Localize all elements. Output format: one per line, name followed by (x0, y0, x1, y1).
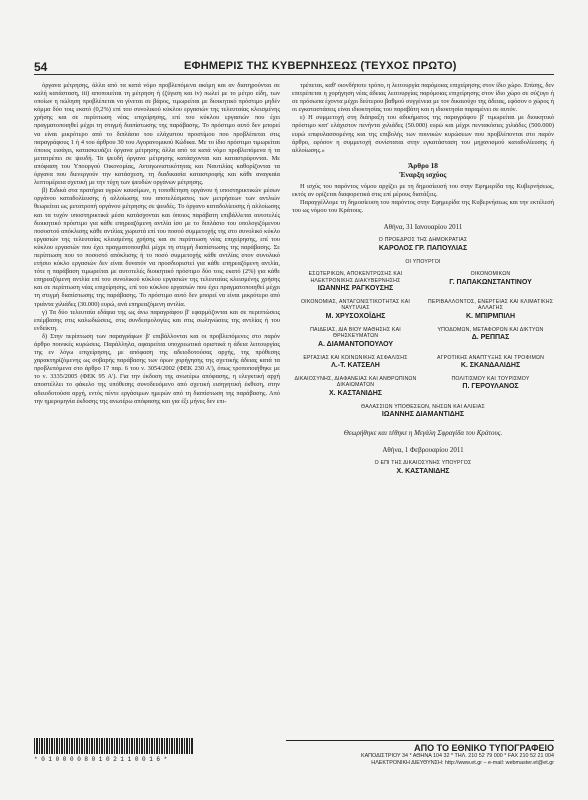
minister-role: ΟΙΚΟΝΟΜΙΑΣ, ΑΝΤΑΓΩΝΙΣΤΙΚΟΤΗΤΑΣ ΚΑΙ ΝΑΥΤΙΛΙΑΣ (300, 298, 411, 312)
minister-role: ΑΓΡΟΤΙΚΗΣ ΑΝΑΠΤΥΞΗΣ ΚΑΙ ΤΡΟΦΙΜΩΝ (436, 354, 545, 361)
printer-address: ΚΑΠΟΔΙΣΤΡΙΟΥ 34 * ΑΘΗΝΑ 104 32 * ΤΗΛ. 210 52 79 000 * FAX 210 52 21 004 (360, 753, 554, 759)
article-title: Έναρξη ισχύος (399, 169, 447, 179)
minister-block (292, 376, 419, 404)
minister-block (427, 355, 554, 376)
article-heading (292, 161, 554, 179)
minister-block (292, 299, 419, 327)
president-role: Ο ΠΡΟΕΔΡΟΣ ΤΗΣ ΔΗΜΟΚΡΑΤΙΑΣ (378, 237, 468, 244)
minister-role: ΥΠΟΔΟΜΩΝ, ΜΕΤΑΦΟΡΩΝ ΚΑΙ ΔΙΚΤΥΩΝ (437, 326, 544, 333)
minister-name: ΙΩΑΝΝΗΣ ΔΙΑΜΑΝΤΙΔΗΣ (381, 411, 465, 419)
paragraph: τρέπεται, καθ' οιονδήποτε τρόπο, η λειτουργία παρόμοιας επιχείρησης στον ίδιο χώρο. Επίσης, δεν επιτρέπεται η χορήγηση νέας άδειας λειτουργίας παρόμοιας επιχείρησης στον ίδιο χώρο σε σύζυγο ή σε πρόσωπα έχοντα μέχρι δεύτερου βαθμού συγγένεια με τον δικαιούχο της άδειας, εφόσον ο χώρος ή οι εγκαταστάσεις είναι ιδιοκτησίας του παραβάτη και η ιδιοκτησία παραμένει σε αυτόν. (292, 82, 554, 114)
minister-role: ΘΑΛΑΣΣΙΩΝ ΥΠΟΘΕΣΕΩΝ, ΝΗΣΩΝ ΚΑΙ ΑΛΙΕΙΑΣ (361, 403, 485, 410)
printer-title: ΑΠΟ ΤΟ ΕΘΝΙΚΟ ΤΥΠΟΓΡΑΦΕΙΟ (414, 743, 554, 753)
minister-block (292, 271, 419, 299)
minister-role: ΕΡΓΑΣΙΑΣ ΚΑΙ ΚΟΙΝΩΝΙΚΗΣ ΑΣΦΑΛΙΣΗΣ (303, 354, 408, 361)
minister-name: ΙΩΑΝΝΗΣ ΡΑΓΚΟΥΣΗΣ (317, 284, 394, 292)
minister-block (292, 327, 419, 355)
seal-keeper-role: Ο ΕΠΙ ΤΗΣ ΔΙΚΑΙΟΣΥΝΗΣ ΥΠΟΥΡΓΟΣ (374, 460, 472, 467)
date-signed: Αθήνα, 31 Ιανουαρίου 2011 (383, 223, 463, 232)
paragraph: Παραγγέλλομε τη δημοσίευση του παρόντος στην Εφημερίδα της Κυβερνήσεως και την εκτέλεσή του ως νόμου του Κράτους. (292, 199, 554, 215)
president-name: ΚΑΡΟΛΟΣ ΓΡ. ΠΑΠΟΥΛΙΑΣ (378, 244, 468, 252)
minister-role: ΔΙΚΑΙΟΣΥΝΗΣ, ΔΙΑΦΑΝΕΙΑΣ ΚΑΙ ΑΝΘΡΩΠΙΝΩΝ ΔΙΚΑΙΩΜΑΤΩΝ (294, 375, 417, 389)
minister-name: Γ. ΠΑΠΑΚΩΝΣΤΑΝΤΙΝΟΥ (449, 278, 532, 286)
minister-role: ΟΙΚΟΝΟΜΙΚΩΝ (470, 271, 511, 278)
paragraph: ε) Η συμμετοχή στη διάπραξη του αδικήματος της παραγράφου β' τιμωρείται με διοικητικό πρόστιμο κατ' ελάχιστον πενήντα χιλιάδες (50.000) ευρώ και μέχρι πεντακόσιες χιλιάδες (500.000) ευρώ επιφυλασσομένης και της επιβολής των ποινικών κυρώσεων που προβλέπονται στο παρόν άρθρο, εφόσον η συμμετοχή συνίσταται στην εγκατάσταση του μηχανισμού καταδολίευσης ή αλλοίωσης.» (292, 114, 554, 154)
paragraph: Η ισχύς του παρόντος νόμου αρχίζει με τη δημοσίευσή του στην Εφημερίδα της Κυβερνήσεως, εκτός αν ορίζεται διαφορετικά στις επί μέρους διατάξεις. (292, 182, 554, 198)
date-sealed: Αθήνα, 1 Φεβρουαρίου 2011 (382, 446, 464, 455)
minister-name: Κ. ΣΚΑΝΔΑΛΙΔΗΣ (460, 361, 521, 369)
minister-block (427, 299, 554, 327)
paragraph: όργανα μέτρησης, άλλα από τα κατά νόμο προβλεπόμενα ακόμη και αν διατηρούνται σε καλή κατάσταση, iii) αποποιείται τη μέτρηση ή (ζύγιση και iv) πωλεί με το μέτρο είδη, των οποίων η πώληση προβλέπεται να γίνεται σε βάρος, τιμωρείται με διοικητικό πρόστιμο μηδέν κόμμα δύο τοις εκατό (0,2%) επί του συνολικού κύκλου εργασιών της τελευταίας κλεισμένης χρήσης και σε περίπτωση νέας επιχείρησης, επί του κύκλου εργασιών που έχει πραγματοποιηθεί μέχρι τη στιγμή διαπίστωσης της παράβασης. Το πρόστιμο αυτό δεν μπορεί να είναι μικρότερο από το διπλάσιο του ελάχιστου προστίμου που προβλέπεται στις παραγράφους 1 ή 4 του άρθρου 30 του Αγορανομικού Κώδικα. Με το ίδιο πρόστιμο τιμωρείται όποιος εισάγει, κατασκευάζει όργανα μέτρησης άλλα από τα κατά νόμο προβλεπόμενα ή τα μετατρέπει σε ψευδή. Τα ψευδή όργανα μέτρησης κατάσχονται και καταστρέφονται. Με απόφαση του Υπουργού Οικονομίας, Ανταγωνιστικότητας και Ναυτιλίας καθορίζονται τα όργανα που διενεργούν την κατάσχεση, τη διαδικασία καταστροφής και κάθε αναγκαία λεπτομέρεια σχετική με την τύχη των ψευδών οργάνων μέτρησης. (34, 82, 280, 187)
minister-name: Α. ΔΙΑΜΑΝΤΟΠΟΥΛΟΥ (318, 340, 393, 348)
closing-statement: Θεωρήθηκε και τέθηκε η Μεγάλη Σφραγίδα του Κράτους. (343, 429, 503, 438)
seal-keeper-name: Χ. ΚΑΣΤΑΝΙΔΗΣ (396, 467, 450, 475)
paragraph: β) Ειδικά στα πρατήρια υγρών καυσίμων, η τοποθέτηση οργάνου ή υποστηρικτικών μέσων οργάνου καταδολίευσης ή αλλοίωσης του αποτελέσματος των μετρήσεων των αντλιών θεωρείται ως μετατροπή οργάνου μέτρησης σε ψευδές. Το όργανο καταδολίευσης ή αλλοίωσης και τα τυχόν υποστηρικτικά μέσα κατάσχονται και όποιος παράβατη επιβάλλεται αυτοτελές διοικητικό πρόστιμο για κάθε επηρεαζόμενη αντλία ίσο με το διπλάσιο του υπολογιζόμενου ποσοστού απόκλισης κάθε αντλίας χωριστά επί του ποσού συμμετοχής της στο συνολικό κύκλο εργασιών της τελευταίας κλεισμένης χρήσης και σε περίπτωση νέας επιχείρησης, επί του κύκλου εργασιών που έχει πραγματοποιηθεί μέχρι τη στιγμή διαπίστωσης της παράβασης. Σε περίπτωση που το ποσοστό απόκλισης ή το ποσό συμμετοχής κάθε αντλίας στον συνολικό ετήσιο κύκλο εργασιών δεν είναι δυνατόν να προσδιοριστεί για κάθε επηρεαζόμενη αντλία, τότε η παράβαση τιμωρείται με αυτοτελές διοικητικό πρόστιμο δύο τοις εκατό (2%) για κάθε επηρεαζόμενη αντλία επί του συνολικού κύκλου εργασιών της τελευταίας κλεισμένης χρήσης και σε περίπτωση νέας επιχείρησης, επί του κύκλου εργασιών που έχει πραγματοποιηθεί μέχρι τη στιγμή διαπίστωσης της παράβασης. Το πρόστιμο αυτό δεν μπορεί να είναι μικρότερο από τριάντα χιλιάδες (30.000) ευρώ, ανά επηρεαζόμενη αντλία. (34, 187, 280, 308)
gazette-title: ΕΦΗΜΕΡΙΣ ΤΗΣ ΚΥΒΕΡΝΗΣΕΩΣ (ΤΕΥΧΟΣ ΠΡΩΤΟ) (184, 60, 457, 72)
minister-block (427, 376, 554, 404)
minister-block (427, 271, 554, 299)
ministers-heading: ΟΙ ΥΠΟΥΡΓΟΙ (405, 258, 441, 265)
minister-block (427, 327, 554, 355)
minister-role: ΕΣΩΤΕΡΙΚΩΝ, ΑΠΟΚΕΝΤΡΩΣΗΣ ΚΑΙ ΗΛΕΚΤΡΟΝΙΚΗΣ ΔΙΑΚΥΒΕΡΝΗΣΗΣ (308, 271, 403, 284)
barcode-number: * 0 1 0 0 0 0 8 0 1 0 2 1 1 0 0 1 6 * (34, 756, 168, 763)
page-header (34, 60, 554, 75)
minister-name: Μ. ΧΡΥΣΟΧΟΪΔΗΣ (325, 312, 386, 320)
article-number: Άρθρο 18 (407, 160, 439, 170)
minister-name: Κ. ΜΠΙΡΜΠΙΛΗ (466, 312, 515, 320)
minister-name: Χ. ΚΑΣΤΑΝΙΔΗΣ (329, 389, 382, 397)
right-column (292, 82, 554, 692)
minister-role: ΠΑΙΔΕΙΑΣ, ΔΙΑ ΒΙΟΥ ΜΑΘΗΣΗΣ ΚΑΙ ΘΡΗΣΚΕΥΜΑΤΩΝ (310, 326, 401, 340)
paragraph: γ) Τα δύο τελευταία εδάφια της ως άνω παραγράφου β' εφαρμόζονται και σε περιπτώσεις επέμβασης στις καλωδιώσεις, στις συνδεσμολογίες και στις σωληνώσεις της αντλίας ή του ενδείκτη. (34, 308, 280, 332)
left-column (34, 82, 280, 732)
minister-name: Δ. ΡΕΠΠΑΣ (471, 334, 510, 342)
minister-role: ΠΟΛΙΤΙΣΜΟΥ ΚΑΙ ΤΟΥΡΙΣΜΟΥ (451, 375, 530, 382)
ministers-grid (292, 271, 554, 404)
minister-name: Π. ΓΕΡΟΥΛΑΝΟΣ (462, 383, 519, 391)
printer-web: ΗΛΕΚΤΡΟΝΙΚΗ ΔΙΕΥΘΥΝΣΗ: http://www.et.gr – e-mail: webmaster.et@et.gr (371, 760, 554, 766)
minister-role: ΠΕΡΙΒΑΛΛΟΝΤΟΣ, ΕΝΕΡΓΕΙΑΣ ΚΑΙ ΚΛΙΜΑΤΙΚΗΣ ΑΛΛΑΓΗΣ (427, 298, 554, 312)
barcode (34, 738, 194, 754)
page-number: 54 (34, 60, 48, 74)
minister-block (292, 355, 419, 376)
paragraph: δ) Στην περίπτωση των παραγράφων β' επιβάλλονται και οι προβλεπόμενες στο παρόν άρθρο ποινικές κυρώσεις. Παράλληλα, αφαιρείται υποχρεωτικά οριστικά η άδεια λειτουργίας της εν λόγω επιχείρησης, με απόφαση της αδειοδοτούσας αρχής, της πρόθεσης χαρακτηρίζόμενης ως σοβαρής παράβασης των όρων χορήγησης της σχετικής άδειας κατά τα προβλεπόμενα στο άρθρο 17 παρ. 6 του ν. 3054/2002 (ΦΕΚ 230 Α'), όπως τροποποιήθηκε με το ν. 3335/2005 (ΦΕΚ 95 Α'). Για την έκδοση της ανωτέρω απόφασης, η ελεγκτική αρχή αποστέλλει το φάκελο της υπόθεσης συνοδευόμενο από σχετική εισηγητική έκθεση, στην αδειοδοτούσα αρχή, εντός πέντε εργάσιμων ημερών από τη διαπίστωση της παράβασης. Από την ημερομηνία έκδοσης της ανωτέρω απόφασης και για έξι μήνες δεν επι- (34, 332, 280, 405)
printer-footer (286, 740, 554, 767)
minister-name: Λ.-Τ. ΚΑΤΣΕΛΗ (331, 361, 380, 369)
